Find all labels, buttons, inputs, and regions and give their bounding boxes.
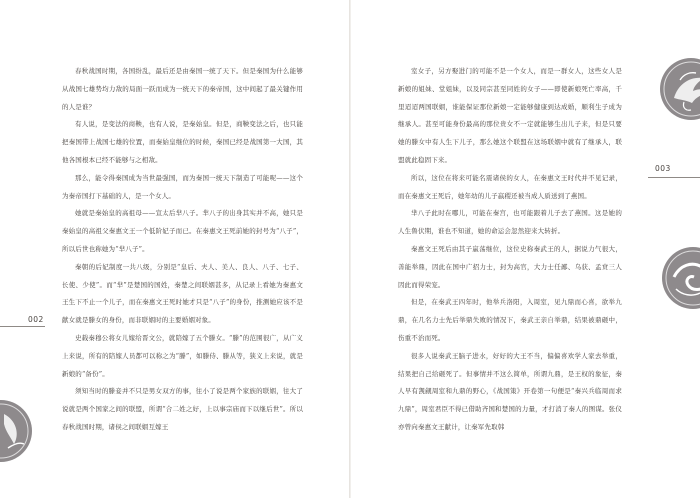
paragraph: 秦朝的后妃制度一共八级，分别是“皇后、夫人、美人、良人、八子、七子、长使、少使”。而“芈”是楚国的国姓，秦楚之间联姻甚多，从记录上看她为秦惠文王生下不止一个儿子，而在秦惠文王死时她才只是“八子”的身份，推测她应该不是献女就是滕女的身份，而非联姻时的主要婚姻对象。 (62, 262, 303, 325)
left-page-number-rule (0, 326, 45, 327)
paragraph: 那么，能令得秦国成为当世最强国，而为秦国一统天下制造了可能呢——这个为秦帝国打下基础的人，是一个女人。 (62, 173, 303, 200)
paragraph: 有人说，是变法的商鞅，也有人说，是秦始皇。但是，商鞅变法之后，也只能把秦国带上战国七雄的位置，而秦始皇继位的时候，秦国已经是战国第一大国，其他各国根本已经不能够与之相敌。 (62, 120, 303, 164)
left-page-number: 002 (28, 315, 44, 324)
right-page-number-rule (648, 177, 700, 178)
paragraph: 秦惠文王死后由其子嬴荡继位，这位史称秦武王的人，据说力气很大，善能举鼎，因此在国中广招力士，封为高官，大力士任鄙、乌获、孟贲三人因此而得荣宠。 (398, 244, 622, 289)
paragraph: 须知当时的滕妾并不只是男女双方的事，往小了说是两个家族的联姻，往大了说就是两个国家之间的联盟，所谓“合二姓之好，上以事宗庙而下以继后世”。所以春秋战国时期，诸侯之间联姻互嫁王 (62, 387, 303, 431)
right-page-number: 003 (655, 164, 671, 173)
paragraph: 很多人说秦武王脑子进水，好好的大王不当，偏偏喜欢学人家去举重，结果把自己给砸死了。但事情并不这么简单，所谓九鼎，是王权的象征，秦人早有觊觎周室和九鼎的野心，《战国策》开卷第一句便是“秦兴兵临周而求九鼎”，周室君臣不得已借助齐国和楚国的力量，才打消了秦人的图谋。张仪亦曾向秦惠文王献计，让秦军先取韩 (398, 351, 622, 431)
paragraph: 室女子，另方娶进门的可能不是一个女人，而是一群女人，这些女人是新娘的姐妹、堂姐妹，以及同宗甚至同姓的女子——即使新娘死亡率高，千里迢迢两国联姻，谁能保证那位新娘一定能够健康到达成婚，顺利生子成为继承人。甚至可能身份最高的那位贵女不一定就能够生出儿子来，但是只要她的滕女中有人生下儿子，那么她这个联盟在这场联姻中就有了继承人，联盟就此稳固下来。 (398, 67, 622, 164)
book-gutter (349, 0, 351, 498)
paragraph: 所以，这位在将来可能名震诸侯的女人，在秦惠文王时代并不见记录，而在秦惠文王死后，她年幼的儿子嬴稷还被当成人质送到了燕国。 (398, 173, 622, 200)
left-page-body (62, 63, 303, 437)
paragraph: 春秋战国时期，各国纷乱，最后还是由秦国一统了天下。但是秦国为什么能够从战国七雄势均力敌的局面一跃而成为一统天下的秦帝国，这中间起了最关键作用的人是谁？ (62, 67, 303, 111)
paragraph: 但是，在秦武王四年时，他举兵洛阳，入周室，见九鼎而心喜，欲举九鼎，在几名力士先后举鼎失败的情况下，秦武王亲自举鼎，结果被鼎砸中，伤重不治而死。 (398, 298, 622, 342)
paragraph: 史载秦穆公将女儿嫁给晋文公，就陪嫁了五个滕女。“滕”的范围很广，从广义上来说，所有的陪嫁人员都可以称之为“滕”，如滕侍、滕从等，狭义上来说，就是新娘的“备份”。 (62, 333, 303, 378)
paragraph: 她就是秦始皇的高祖母——宣太后芈八子。芈八子的出身其实并不高，她只是秦始皇的高祖父秦惠文王一个低阶妃子而已。在秦惠文王死前她的封号为“八子”，所以后世也称她为“芈八子”。 (62, 209, 303, 253)
right-page-body (398, 63, 622, 437)
paragraph: 芈八子此时在哪儿，可能在秦宫，也可能跟着儿子去了燕国。这是她的人生鲁伏期，谁也不知道，她的命运会忽然迎来大转折。 (398, 209, 622, 236)
